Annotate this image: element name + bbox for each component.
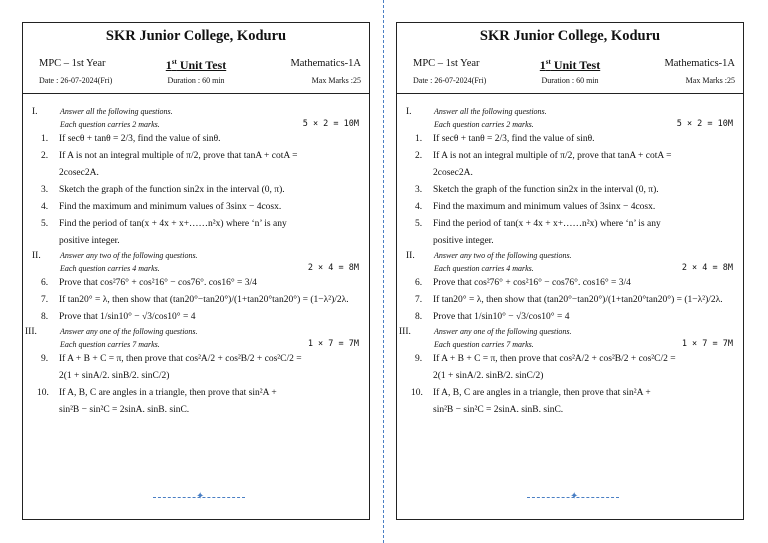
section-marks-note: Each question carries 7 marks. <box>60 340 160 349</box>
question-1: 1. If secθ + tanθ = 2/3, find the value of sinθ. <box>415 134 595 144</box>
test-title: 1st Unit Test <box>539 58 601 72</box>
college-title: SKR Junior College, Koduru <box>105 28 287 44</box>
test-title: 1st Unit Test <box>165 58 227 72</box>
section-number: I. <box>406 107 412 117</box>
date-label: Date : 26-07-2024(Fri) <box>39 76 113 85</box>
question-7: 7. If tan20° = λ, then show that (tan20°−tan20°)/(1+tan20°tan20°) = (1−λ²)/2λ. <box>415 295 723 305</box>
section-marks: 5 × 2 = 10M <box>302 119 359 129</box>
question-paper-left <box>22 22 370 520</box>
subject-label: Mathematics-1A <box>664 58 735 69</box>
max-marks-label: Max Marks :25 <box>311 76 361 85</box>
section-instruction: Answer any two of the following questions. <box>60 251 198 260</box>
header-rule <box>23 93 369 94</box>
section-marks-note: Each question carries 2 marks. <box>434 120 534 129</box>
section-number: II. <box>32 251 41 261</box>
section-marks: 2 × 4 = 8M <box>681 263 733 273</box>
section-instruction: Answer all the following questions. <box>434 107 547 116</box>
section-marks-note: Each question carries 7 marks. <box>434 340 534 349</box>
question-7: 7. If tan20° = λ, then show that (tan20°−tan20°)/(1+tan20°tan20°) = (1−λ²)/2λ. <box>41 295 349 305</box>
question-4: 4. Find the maximum and minimum values of 3sinx − 4cosx. <box>41 202 282 212</box>
question-9: 9. If A + B + C = π, then prove that cos²A/2 + cos²B/2 + cos²C/2 = 2(1 + sinA/2. sinB/2. sinC/2) <box>415 354 676 381</box>
question-1: 1. If secθ + tanθ = 2/3, find the value of sinθ. <box>41 134 221 144</box>
question-8: 8. Prove that 1/sin10° − √3/cos10° = 4 <box>41 312 196 322</box>
question-5: 5. Find the period of tan(x + 4x + x+……n²x) where ‘n’ is any positive integer. <box>415 219 661 246</box>
question-8: 8. Prove that 1/sin10° − √3/cos10° = 4 <box>415 312 570 322</box>
section-number: III. <box>399 327 411 337</box>
question-10: 10. If A, B, C are angles in a triangle, then prove that sin²A + sin²B − sin²C = 2sinA. sinB. sinC. <box>37 388 277 415</box>
subject-label: Mathematics-1A <box>290 58 361 69</box>
section-marks-note: Each question carries 4 marks. <box>60 264 160 273</box>
question-9: 9. If A + B + C = π, then prove that cos²A/2 + cos²B/2 + cos²C/2 = 2(1 + sinA/2. sinB/2. sinC/2) <box>41 354 302 381</box>
section-marks-note: Each question carries 2 marks. <box>60 120 160 129</box>
questions-body <box>23 106 369 419</box>
section-marks: 2 × 4 = 8M <box>307 263 359 273</box>
question-paper-right <box>396 22 744 520</box>
questions-body <box>397 106 743 419</box>
end-marker: ✦ <box>23 493 369 503</box>
section-number: II. <box>406 251 415 261</box>
section-marks-note: Each question carries 4 marks. <box>434 264 534 273</box>
section-instruction: Answer any one of the following questions. <box>434 327 572 336</box>
question-5: 5. Find the period of tan(x + 4x + x+……n²x) where ‘n’ is any positive integer. <box>41 219 287 246</box>
question-2: 2. If A is not an integral multiple of π/2, prove that tanA + cotA = 2cosec2A. <box>41 151 298 178</box>
section-number: III. <box>25 327 37 337</box>
section-marks: 5 × 2 = 10M <box>676 119 733 129</box>
date-label: Date : 26-07-2024(Fri) <box>413 76 487 85</box>
course-label: MPC – 1st Year <box>413 58 480 69</box>
duration-label: Duration : 60 min <box>167 76 225 85</box>
college-title: SKR Junior College, Koduru <box>479 28 661 44</box>
question-4: 4. Find the maximum and minimum values of 3sinx − 4cosx. <box>415 202 656 212</box>
page-divider <box>383 0 384 543</box>
question-6: 6. Prove that cos²76° + cos²16° − cos76°. cos16° = 3/4 <box>415 278 631 288</box>
question-10: 10. If A, B, C are angles in a triangle, then prove that sin²A + sin²B − sin²C = 2sinA. sinB. sinC. <box>411 388 651 415</box>
question-3: 3. Sketch the graph of the function sin2x in the interval (0, π). <box>415 185 659 195</box>
header-rule <box>397 93 743 94</box>
max-marks-label: Max Marks :25 <box>685 76 735 85</box>
duration-label: Duration : 60 min <box>541 76 599 85</box>
section-instruction: Answer any two of the following questions. <box>434 251 572 260</box>
question-2: 2. If A is not an integral multiple of π/2, prove that tanA + cotA = 2cosec2A. <box>415 151 672 178</box>
section-instruction: Answer any one of the following questions. <box>60 327 198 336</box>
section-instruction: Answer all the following questions. <box>60 107 173 116</box>
end-marker: ✦ <box>397 493 743 503</box>
section-number: I. <box>32 107 38 117</box>
section-marks: 1 × 7 = 7M <box>307 339 359 349</box>
question-6: 6. Prove that cos²76° + cos²16° − cos76°. cos16° = 3/4 <box>41 278 257 288</box>
section-marks: 1 × 7 = 7M <box>681 339 733 349</box>
course-label: MPC – 1st Year <box>39 58 106 69</box>
question-3: 3. Sketch the graph of the function sin2x in the interval (0, π). <box>41 185 285 195</box>
